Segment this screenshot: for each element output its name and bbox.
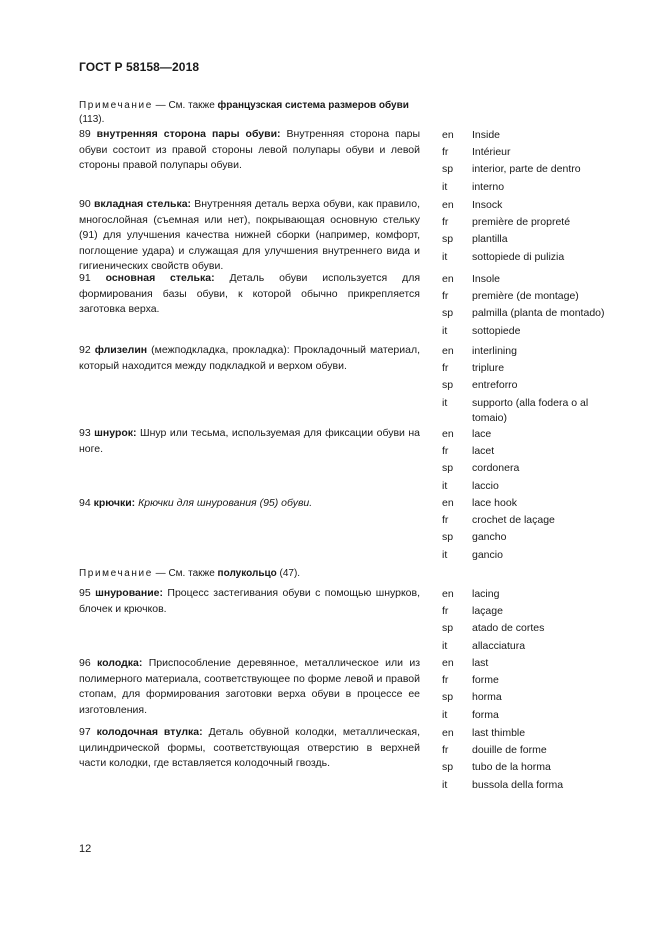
lang-code: sp (442, 163, 454, 176)
translation-row (442, 215, 622, 230)
note-prefix: Примечание (79, 568, 153, 579)
translations-93 (442, 427, 622, 496)
translation-word: forma (472, 708, 499, 721)
translations-96 (442, 656, 622, 725)
translations-89 (442, 128, 622, 197)
translation-word: première (de montage) (472, 290, 579, 303)
translation-row (442, 162, 622, 177)
term-definition: Внутренняя сторона пары обуви состоит из правой стороны левой полупары обуви и левой стороны правой полупары обуви. (79, 128, 421, 171)
lang-code: fr (442, 362, 449, 375)
translation-row (442, 289, 622, 304)
translation-word: laccio (472, 479, 499, 492)
translation-row (442, 743, 622, 758)
translation-row (442, 673, 622, 688)
translation-row (442, 479, 622, 494)
lang-code: fr (442, 445, 449, 458)
term-definition: Приспособление деревянное, металлическое или из полимерного материала, соответствующее по форме левой и правой стопам, для формирования заготовки верха обуви в процессе ее изготовления. (79, 657, 421, 716)
translation-word: douille de forme (472, 744, 547, 757)
term-definition: Деталь обувной колодки, металлическая, цилиндрической формы, соответствующая отверстию в верхней части колодки, где вставляется колодочный гвоздь. (79, 726, 421, 769)
lang-code: it (442, 180, 448, 193)
translation-row (442, 361, 622, 376)
term-number: 94 (79, 497, 91, 509)
translation-word: bussola della forma (472, 778, 564, 791)
translation-word: crochet de laçage (472, 514, 555, 527)
translation-row (442, 604, 622, 619)
lang-code: sp (442, 462, 454, 475)
lang-code: en (442, 497, 454, 509)
lang-code: fr (442, 674, 449, 687)
translation-word: laçage (472, 605, 503, 618)
term-name: шнурование: (95, 587, 164, 599)
lang-code: it (442, 250, 448, 263)
term-entry-90 (79, 197, 420, 275)
translation-word: triplure (472, 362, 505, 375)
translation-word: Insole (472, 273, 501, 285)
translation-word: sottopiede (472, 324, 521, 337)
translation-row (442, 444, 622, 459)
term-entry-91 (79, 271, 420, 318)
note-tail: (113). (79, 113, 105, 125)
translation-row (442, 760, 622, 775)
translation-word: lacet (472, 445, 495, 458)
translation-row (442, 306, 622, 321)
translation-word: Inside (472, 129, 501, 141)
translations-97 (442, 726, 622, 795)
note-text: — См. также (152, 100, 218, 111)
lang-code: it (442, 396, 448, 409)
term-definition: Крючки для шнурования (95) обуви. (138, 497, 313, 509)
translation-word: interior, parte de dentro (472, 163, 581, 176)
translation-row (442, 690, 622, 705)
lang-code: it (442, 778, 448, 791)
translation-word: sottopiede di pulizia (472, 250, 565, 263)
lang-code: en (442, 199, 454, 211)
translation-word: palmilla (planta de montado) (472, 307, 605, 320)
translation-row (442, 587, 622, 602)
translation-word: première de propreté (472, 216, 571, 229)
translation-row (442, 639, 622, 654)
translation-row (442, 427, 622, 442)
lang-code: en (442, 129, 454, 141)
note-tail: (47). (276, 568, 301, 579)
note-french-sizes (79, 99, 424, 126)
lang-code: sp (442, 233, 454, 246)
lang-code: en (442, 588, 454, 600)
term-entry-93 (79, 426, 420, 457)
translation-row (442, 344, 622, 359)
lang-code: fr (442, 290, 449, 303)
term-number: 92 (79, 344, 91, 356)
translation-row (442, 250, 622, 265)
translations-91 (442, 272, 622, 341)
translations-92 (442, 344, 622, 428)
lang-code: it (442, 479, 448, 492)
translation-row (442, 378, 622, 393)
lang-code: it (442, 324, 448, 337)
translation-word: interlining (472, 345, 517, 357)
translation-word: forme (472, 674, 499, 687)
note-prefix: Примечание (79, 100, 153, 111)
translation-row (442, 396, 622, 426)
translation-word: lace (472, 428, 492, 440)
translation-word: plantilla (472, 233, 508, 246)
lang-code: it (442, 708, 448, 721)
term-entry-95 (79, 586, 420, 617)
translation-word: last (472, 657, 489, 669)
translation-row (442, 180, 622, 195)
term-number: 89 (79, 128, 91, 140)
note-half-ring (79, 567, 424, 581)
term-number: 95 (79, 587, 91, 599)
translation-row (442, 128, 622, 143)
translation-word: Intérieur (472, 146, 511, 159)
translation-word: supporto (alla fodera o al tomaio) (472, 396, 589, 424)
term-definition: Внутренняя деталь верха обуви, как правило, многослойная (съемная или нет), покрывающая основную стельку (91) для улучшения качества нижней сборки (например, комфорт, поглощение удара) и служащая для улучшения внутреннего вида и гигиенических свойств обуви. (79, 198, 421, 272)
translations-94 (442, 496, 622, 565)
term-definition: Шнур или тесьма, используемая для фиксации обуви на ноге. (79, 427, 421, 455)
term-synonyms: (межподкладка, прокладка): (147, 344, 290, 356)
translation-row (442, 656, 622, 671)
lang-code: fr (442, 744, 449, 757)
term-name: внутренняя сторона пары обуви: (96, 128, 281, 140)
lang-code: sp (442, 379, 454, 392)
lang-code: fr (442, 605, 449, 618)
term-definition: Процесс застегивания обуви с помощью шнурков, блочек и крючков. (79, 587, 421, 615)
translation-word: gancho (472, 531, 507, 544)
term-number: 93 (79, 427, 91, 439)
translations-90 (442, 198, 622, 267)
translation-row (442, 145, 622, 160)
lang-code: en (442, 273, 454, 285)
term-number: 91 (79, 272, 91, 284)
term-name: шнурок: (94, 427, 137, 439)
document-header: ГОСТ Р 58158—2018 (79, 60, 200, 74)
lang-code: fr (442, 216, 449, 229)
translation-row (442, 513, 622, 528)
term-entry-92 (79, 343, 420, 374)
translation-word: tubo de la horma (472, 761, 551, 774)
lang-code: sp (442, 531, 454, 544)
lang-code: en (442, 345, 454, 357)
lang-code: en (442, 727, 454, 739)
translation-row (442, 530, 622, 545)
translation-word: atado de cortes (472, 622, 545, 635)
lang-code: sp (442, 691, 454, 704)
lang-code: it (442, 548, 448, 561)
term-name: колодка: (97, 657, 143, 669)
term-number: 96 (79, 657, 91, 669)
translation-word: entreforro (472, 379, 518, 392)
lang-code: en (442, 657, 454, 669)
translation-row (442, 198, 622, 213)
term-name: колодочная втулка: (96, 726, 203, 738)
translation-word: cordonera (472, 462, 520, 475)
translation-word: horma (472, 691, 502, 704)
note-reference: полукольцо (217, 568, 277, 579)
lang-code: sp (442, 622, 454, 635)
term-name: крючки: (93, 497, 136, 509)
translation-word: last thimble (472, 727, 526, 739)
term-entry-97 (79, 725, 420, 772)
page-number: 12 (79, 843, 92, 855)
translation-row (442, 461, 622, 476)
term-name: основная стелька: (105, 272, 215, 284)
term-number: 90 (79, 198, 91, 210)
lang-code: sp (442, 307, 454, 320)
lang-code: sp (442, 761, 454, 774)
translation-word: interno (472, 180, 505, 193)
translations-95 (442, 587, 622, 656)
translation-row (442, 726, 622, 741)
translation-word: Insock (472, 199, 503, 211)
translation-row (442, 232, 622, 247)
translation-row (442, 496, 622, 511)
note-reference: французская система размеров обуви (217, 100, 409, 111)
translation-row (442, 778, 622, 793)
translation-row (442, 272, 622, 287)
translation-row (442, 708, 622, 723)
term-entry-89 (79, 127, 420, 174)
lang-code: fr (442, 514, 449, 527)
translation-word: gancio (472, 548, 503, 561)
term-definition: Прокладочный материал, который находится между подкладкой и верхом обуви. (79, 344, 420, 372)
translation-row (442, 621, 622, 636)
term-definition: Деталь обуви используется для формирования базы обуви, к которой обычно прикрепляется заготовка верха. (79, 272, 421, 315)
translation-row (442, 324, 622, 339)
translation-word: allacciatura (472, 639, 526, 652)
translation-word: lacing (472, 588, 500, 600)
lang-code: it (442, 639, 448, 652)
lang-code: fr (442, 146, 449, 159)
note-text: — См. также (152, 568, 218, 579)
translation-row (442, 548, 622, 563)
term-name: вкладная стелька: (93, 198, 192, 210)
lang-code: en (442, 428, 454, 440)
term-entry-96 (79, 656, 420, 718)
translation-word: lace hook (472, 497, 517, 509)
term-number: 97 (79, 726, 91, 738)
term-entry-94 (79, 496, 420, 512)
term-name: флизелин (94, 344, 148, 356)
